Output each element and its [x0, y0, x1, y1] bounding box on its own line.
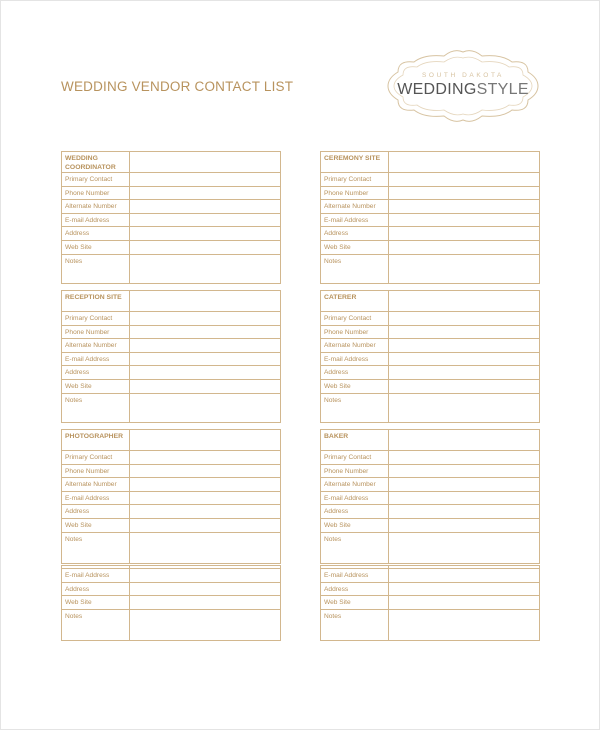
email-address-field[interactable]: [389, 492, 539, 505]
page-title: WEDDING VENDOR CONTACT LIST: [61, 79, 294, 94]
vendor-card-partial-left: [61, 565, 281, 641]
address-field[interactable]: [130, 505, 280, 518]
field-label: Address: [321, 227, 389, 240]
card-heading: CATERER: [321, 291, 389, 311]
address-field[interactable]: [130, 227, 280, 240]
primary-contact-field[interactable]: [389, 173, 539, 186]
field-label: E-mail Address: [62, 569, 130, 582]
field-label: Alternate Number: [321, 339, 389, 352]
field-label: Notes: [62, 533, 130, 563]
vendor-card-partial-right: [320, 565, 540, 641]
field-label: Web Site: [321, 241, 389, 254]
field-label: Notes: [62, 255, 130, 283]
heading-value-field[interactable]: [389, 430, 539, 450]
field-label: Notes: [62, 394, 130, 422]
field-label: E-mail Address: [321, 214, 389, 227]
field-label: E-mail Address: [321, 492, 389, 505]
phone-number-field[interactable]: [130, 326, 280, 339]
field-label: Address: [62, 366, 130, 379]
heading-value-field[interactable]: [130, 291, 280, 311]
primary-contact-field[interactable]: [130, 312, 280, 325]
address-field[interactable]: [389, 366, 539, 379]
primary-contact-field[interactable]: [389, 451, 539, 464]
field-label: Web Site: [321, 380, 389, 393]
primary-contact-field[interactable]: [130, 173, 280, 186]
card-heading: RECEPTION SITE: [62, 291, 130, 311]
field-label: Address: [62, 505, 130, 518]
email-address-field[interactable]: [130, 492, 280, 505]
field-label: Alternate Number: [62, 478, 130, 491]
card-heading: BAKER: [321, 430, 389, 450]
phone-number-field[interactable]: [389, 187, 539, 200]
logo-subtitle: SOUTH DAKOTA: [421, 72, 504, 79]
field-label: E-mail Address: [62, 214, 130, 227]
alternate-number-field[interactable]: [389, 478, 539, 491]
field-label: Web Site: [62, 519, 130, 532]
field-label: Alternate Number: [62, 339, 130, 352]
logo: [384, 46, 542, 126]
web-site-field[interactable]: [130, 519, 280, 532]
field-label: Primary Contact: [62, 173, 130, 186]
heading-value-field[interactable]: [389, 291, 539, 311]
address-field[interactable]: [130, 583, 280, 596]
notes-field[interactable]: [130, 533, 280, 563]
notes-field[interactable]: [130, 610, 280, 640]
field-label: Web Site: [321, 596, 389, 609]
primary-contact-field[interactable]: [130, 451, 280, 464]
web-site-field[interactable]: [130, 380, 280, 393]
field-label: Address: [321, 505, 389, 518]
email-address-field[interactable]: [130, 214, 280, 227]
heading-value-field[interactable]: [130, 430, 280, 450]
logo-wordmark: [384, 81, 542, 99]
heading-value-field[interactable]: [389, 152, 539, 172]
field-label: Alternate Number: [62, 200, 130, 213]
address-field[interactable]: [389, 227, 539, 240]
vendor-card-wedding-coordinator: [61, 151, 281, 284]
field-label: E-mail Address: [321, 353, 389, 366]
phone-number-field[interactable]: [130, 187, 280, 200]
field-label: Notes: [321, 533, 389, 563]
field-label: Notes: [62, 610, 130, 640]
field-label: E-mail Address: [62, 492, 130, 505]
alternate-number-field[interactable]: [130, 478, 280, 491]
field-label: Address: [62, 227, 130, 240]
field-label: Phone Number: [62, 465, 130, 478]
logo-word-style: STYLE: [476, 81, 529, 98]
web-site-field[interactable]: [389, 596, 539, 609]
notes-field[interactable]: [130, 394, 280, 422]
field-label: Primary Contact: [62, 451, 130, 464]
vendor-card-ceremony-site: [320, 151, 540, 284]
field-label: Primary Contact: [62, 312, 130, 325]
web-site-field[interactable]: [130, 596, 280, 609]
field-label: Alternate Number: [321, 478, 389, 491]
phone-number-field[interactable]: [130, 465, 280, 478]
alternate-number-field[interactable]: [130, 200, 280, 213]
field-label: Primary Contact: [321, 451, 389, 464]
email-address-field[interactable]: [389, 353, 539, 366]
field-label: E-mail Address: [62, 353, 130, 366]
field-label: Phone Number: [62, 187, 130, 200]
address-field[interactable]: [389, 505, 539, 518]
email-address-field[interactable]: [130, 569, 280, 582]
field-label: Address: [321, 583, 389, 596]
notes-field[interactable]: [389, 533, 539, 563]
card-heading: CEREMONY SITE: [321, 152, 389, 172]
field-label: Primary Contact: [321, 173, 389, 186]
email-address-field[interactable]: [130, 353, 280, 366]
card-heading: PHOTOGRAPHER: [62, 430, 130, 450]
phone-number-field[interactable]: [389, 326, 539, 339]
field-label: Phone Number: [321, 465, 389, 478]
field-label: Web Site: [62, 241, 130, 254]
vendor-card-photographer: [61, 429, 281, 564]
field-label: Phone Number: [62, 326, 130, 339]
alternate-number-field[interactable]: [130, 339, 280, 352]
web-site-field[interactable]: [389, 241, 539, 254]
notes-field[interactable]: [389, 610, 539, 640]
web-site-field[interactable]: [389, 380, 539, 393]
field-label: Address: [62, 583, 130, 596]
alternate-number-field[interactable]: [389, 339, 539, 352]
notes-field[interactable]: [389, 394, 539, 422]
address-field[interactable]: [130, 366, 280, 379]
logo-word-wedding: WEDDING: [397, 81, 477, 98]
field-label: Notes: [321, 394, 389, 422]
field-label: Notes: [321, 610, 389, 640]
address-field[interactable]: [389, 583, 539, 596]
field-label: Phone Number: [321, 326, 389, 339]
field-label: Primary Contact: [321, 312, 389, 325]
email-address-field[interactable]: [389, 214, 539, 227]
web-site-field[interactable]: [389, 519, 539, 532]
heading-value-field[interactable]: [130, 152, 280, 172]
web-site-field[interactable]: [130, 241, 280, 254]
field-label: Web Site: [62, 596, 130, 609]
primary-contact-field[interactable]: [389, 312, 539, 325]
card-heading: WEDDING COORDINATOR: [62, 152, 130, 172]
alternate-number-field[interactable]: [389, 200, 539, 213]
vendor-card-caterer: [320, 290, 540, 423]
field-label: Phone Number: [321, 187, 389, 200]
email-address-field[interactable]: [389, 569, 539, 582]
field-label: Address: [321, 366, 389, 379]
field-label: Web Site: [321, 519, 389, 532]
field-label: Notes: [321, 255, 389, 283]
vendor-card-baker: [320, 429, 540, 564]
field-label: Alternate Number: [321, 200, 389, 213]
phone-number-field[interactable]: [389, 465, 539, 478]
field-label: E-mail Address: [321, 569, 389, 582]
notes-field[interactable]: [389, 255, 539, 283]
notes-field[interactable]: [130, 255, 280, 283]
vendor-card-reception-site: [61, 290, 281, 423]
field-label: Web Site: [62, 380, 130, 393]
